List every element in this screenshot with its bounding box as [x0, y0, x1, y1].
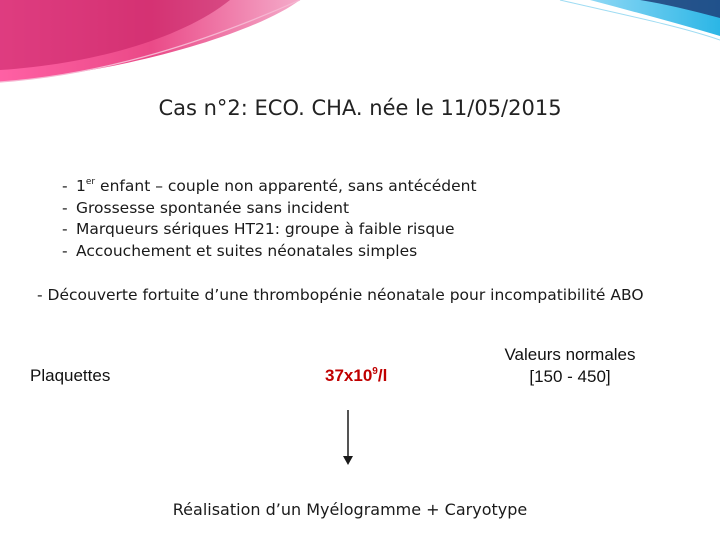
bullet-item — [62, 198, 477, 220]
normal-values-title: Valeurs normales — [504, 345, 636, 364]
decorative-banner — [0, 0, 720, 110]
platelets-value-base: 37x10 — [325, 366, 373, 385]
platelets-value-unit: /l — [377, 366, 388, 385]
platelets-value-exponent: 9 — [372, 366, 378, 377]
bullet-dash: - — [62, 220, 68, 238]
normal-values — [490, 344, 650, 388]
bullet-text: Accouchement et suites néonatales simples — [76, 241, 418, 260]
bullet-text: Grossesse spontanée sans incident — [76, 198, 350, 217]
bullet-dash: - — [62, 241, 68, 260]
platelets-label: Plaquettes — [30, 366, 111, 385]
bullet-dash: - — [62, 177, 68, 195]
bullet-item — [62, 241, 477, 263]
bullet-item — [62, 172, 477, 198]
bullet-text: 1 — [76, 177, 86, 195]
platelets-value — [325, 366, 387, 386]
bullet-text: enfant – couple non apparenté, sans antécédent — [95, 177, 477, 195]
slide-title: Cas n°2: ECO. CHA. née le 11/05/2015 — [158, 96, 562, 120]
normal-values-range: [150 - 450] — [529, 367, 611, 386]
bullet-item — [62, 219, 477, 241]
discovery-line: - Découverte fortuite d’une thrombopénie néonatale pour incompatibilité ABO — [37, 286, 644, 304]
down-arrow-icon — [340, 410, 356, 466]
bullet-dash: - — [62, 198, 68, 217]
bullet-text: Marqueurs sériques HT21: groupe à faible risque — [76, 220, 455, 238]
bullet-list — [62, 172, 477, 262]
conclusion-text: Réalisation d’un Myélogramme + Caryotype — [172, 500, 528, 519]
ordinal-superscript: er — [85, 177, 96, 187]
